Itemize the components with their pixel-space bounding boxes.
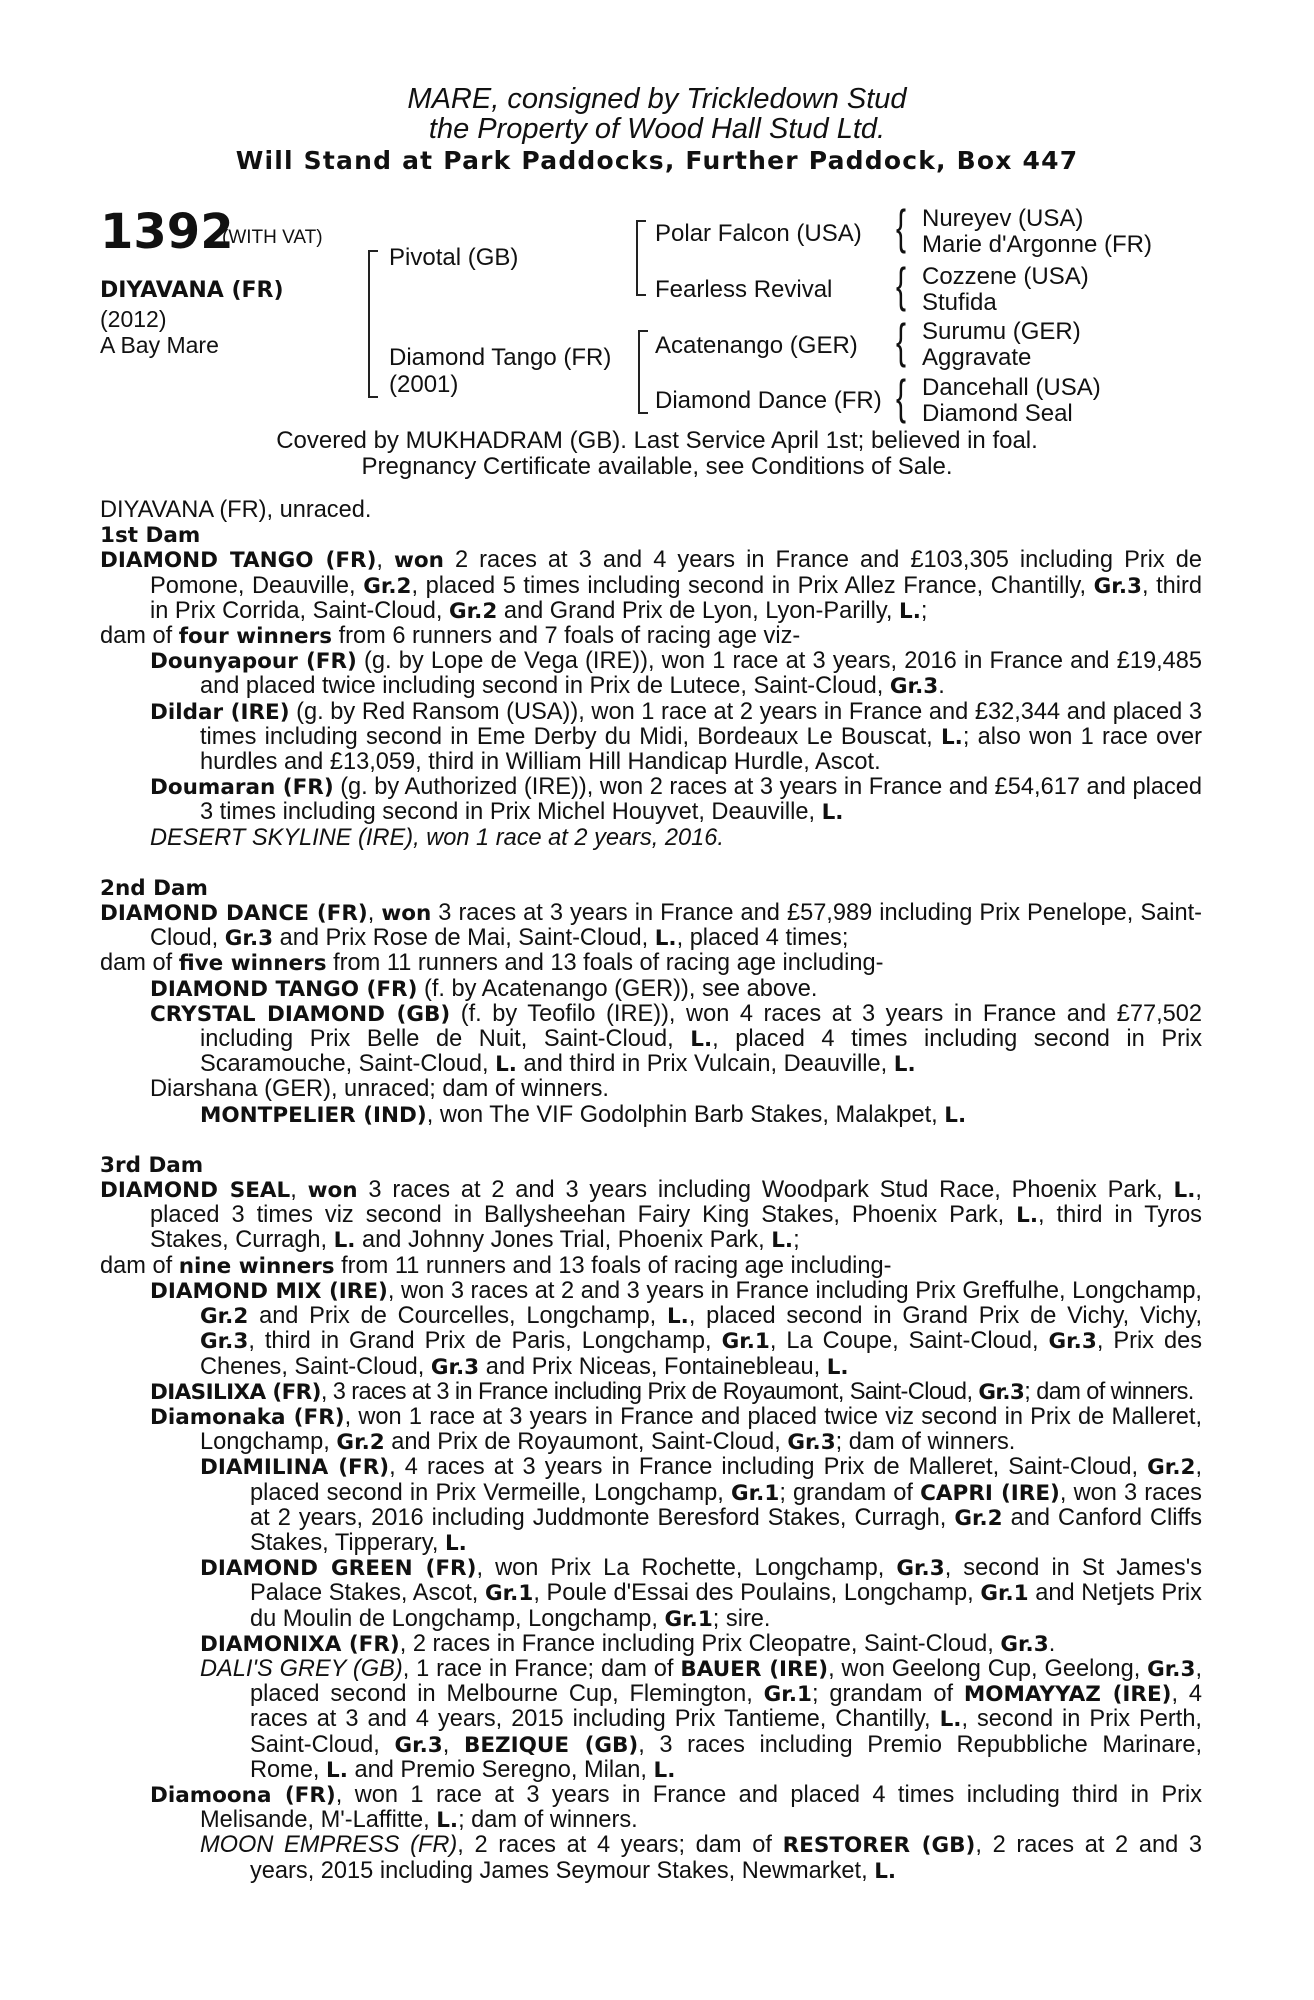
vat-label: (WITH VAT) [222,227,323,248]
pedigree-sd: Fearless Revival [655,276,833,303]
pedigree-bracket-ds: { [896,315,907,369]
pedigree-sdd: Stufida [922,289,997,316]
pedigree-dds: Dancehall (USA) [922,374,1101,401]
third-dam-heading: 3rd Dam [100,1152,204,1178]
produce-entry: MOON EMPRESS (FR), 2 races at 4 years; dam of RESTORER (GB), 2 races at 2 and 3 years, 2015 including James Seymour Stakes, Newmarket, L. [200,1832,1202,1884]
produce-entry: DALI'S GREY (GB), 1 race in France; dam of BAUER (IRE), won Geelong Cup, Geelong, Gr.3, placed second in Melbourne Cup, Flemington, Gr.1; grandam of MOMAYYAZ (IRE), 4 races at 3 and 4 years, 2015 including Prix Tantieme, Chantilly, L., second in Prix Perth, Saint-Cloud, Gr.3, BEZIQUE (GB), 3 races including Premio Repubbliche Marinare, Rome, L. and Premio Seregno, Milan, L. [200,1655,1203,1783]
second-dam-produce-summary: dam of five winners from 11 runners and 13 foals of racing age including- [100,950,884,977]
third-dam-record: DIAMOND SEAL, won 3 races at 2 and 3 years including Woodpark Stud Race, Phoenix Park, L., placed 3 times viz second in Ballysheehan Fairy King Stakes, Phoenix Park, L., third in Tyros Stakes, Curragh, L. and Johnny Jones Trial, Phoenix Park, L.; [100,1177,1202,1254]
lot-number: 1392 [100,204,234,260]
pedigree-bracket-sire [636,220,646,296]
pedigree-ss: Polar Falcon (USA) [655,220,862,247]
pedigree-sire: Pivotal (GB) [389,244,519,271]
pedigree-bracket-dam [638,330,648,414]
first-dam-record: DIAMOND TANGO (FR), won 2 races at 3 and 4 years in France and £103,305 including Prix de Pomone, Deauville, Gr.2, placed 5 times including second in Prix Allez France, Chantilly, Gr.3, third in Prix Corrida, Saint-Cloud, Gr.2 and Grand Prix de Lyon, Lyon-Parilly, L.; [100,547,1202,624]
pedigree-ddd: Diamond Seal [922,400,1073,427]
first-dam-produce-summary: dam of four winners from 6 runners and 7 foals of racing age viz- [100,623,801,650]
first-dam-heading: 1st Dam [100,523,201,549]
pedigree-notes [100,498,1202,1884]
produce-entry: DIAMONIXA (FR), 2 races in France including Prix Cleopatre, Saint-Cloud, Gr.3. [200,1630,1056,1657]
produce-entry: Dildar (IRE) (g. by Red Ransom (USA)), won 1 race at 2 years in France and £32,344 and placed 3 times including second in Eme Derby du Midi, Bordeaux Le Bouscat, L.; also won 1 race over hurdles and £13,059, third in William Hill Handicap Hurdle, Ascot. [150,698,1202,776]
pregnancy-line: Pregnancy Certificate available, see Conditions of Sale. [361,453,953,480]
produce-entry: Diamonaka (FR), won 1 race at 3 years in France and placed twice viz second in Prix de Malleret, Longchamp, Gr.2 and Prix de Royaumont, Saint-Cloud, Gr.3; dam of winners. [150,1403,1202,1456]
pedigree-dss: Surumu (GER) [922,318,1081,345]
produce-entry: DIASILIXA (FR), 3 races at 3 in France including Prix de Royaumont, Saint-Cloud, Gr.3; dam of winners. [150,1378,1194,1405]
second-dam-record: DIAMOND DANCE (FR), won 3 races at 3 years in France and £57,989 including Prix Penelope, Saint-Cloud, Gr.3 and Prix Rose de Mai, Saint-Cloud, L., placed 4 times; [100,900,1202,952]
pedigree-dsd: Aggravate [922,344,1032,371]
horse-year: (2012) [100,306,167,332]
pedigree-bracket-sd: { [896,259,907,313]
produce-entry: DIAMILINA (FR), 4 races at 3 years in France including Prix de Malleret, Saint-Cloud, Gr.2, placed second in Prix Vermeille, Longchamp, Gr.1; grandam of CAPRI (IRE), won 3 races at 2 years, 2016 including Juddmonte Beresford Stakes, Curragh, Gr.2 and Canford Cliffs Stakes, Tipperary, L. [200,1454,1203,1556]
pedigree-sds: Cozzene (USA) [922,263,1089,290]
third-dam-produce-summary: dam of nine winners from 11 runners and 13 foals of racing age including- [100,1252,892,1279]
produce-entry: MONTPELIER (IND), won The VIF Godolphin Barb Stakes, Malakpet, L. [200,1101,967,1128]
produce-entry: Diarshana (GER), unraced; dam of winners. [150,1076,609,1103]
produce-entry: DIAMOND TANGO (FR) (f. by Acatenango (GER)), see above. [150,975,818,1002]
pedigree-sss: Nureyev (USA) [922,205,1084,232]
pedigree-ssd: Marie d'Argonne (FR) [922,231,1152,258]
pedigree-dd: Diamond Dance (FR) [655,387,882,414]
property-line: the Property of Wood Hall Stud Ltd. [428,113,886,145]
produce-entry: Diamoona (FR), won 1 race at 3 years in France and placed 4 times including third in Prix Melisande, M'-Laffitte, L.; dam of winners. [150,1781,1202,1834]
produce-entry: DIAMOND MIX (IRE), won 3 races at 2 and 3 years in France including Prix Greffulhe, Longchamp, Gr.2 and Prix de Courcelles, Longchamp, L., placed second in Grand Prix de Vichy, Vichy, Gr.3, third in Grand Prix de Paris, Longchamp, Gr.1, La Coupe, Saint-Cloud, Gr.3, Prix des Chenes, Saint-Cloud, Gr.3 and Prix Niceas, Fontainebleau, L. [150,1277,1202,1380]
horse-description: A Bay Mare [100,332,219,358]
pedigree-bracket-main [368,250,378,398]
consignment-line: MARE, consigned by Trickledown Stud [407,83,907,115]
horse-intro: DIYAVANA (FR), unraced. [100,497,372,523]
horse-name: DIYAVANA (FR) [100,278,284,303]
covering-line: Covered by MUKHADRAM (GB). Last Service April 1st; believed in foal. [276,427,1038,454]
pedigree-ds: Acatenango (GER) [655,332,858,359]
location-line: Will Stand at Park Paddocks, Further Paddock, Box 447 [235,146,1079,175]
produce-entry: CRYSTAL DIAMOND (GB) (f. by Teofilo (IRE)), won 4 races at 3 years in France and £77,502 including Prix Belle de Nuit, Saint-Cloud, L., placed 4 times including second in Prix Scaramouche, Saint-Cloud, L. and third in Prix Vulcain, Deauville, L. [150,1000,1202,1078]
pedigree-dam: Diamond Tango (FR) [389,344,612,371]
produce-entry: DIAMOND GREEN (FR), won Prix La Rochette, Longchamp, Gr.3, second in St James's Palace Stakes, Ascot, Gr.1, Poule d'Essai des Poulains, Longchamp, Gr.1 and Netjets Prix du Moulin de Longchamp, Longchamp, Gr.1; sire. [200,1555,1203,1632]
produce-entry: DESERT SKYLINE (IRE), won 1 race at 2 years, 2016. [150,824,724,851]
pedigree-bracket-ss: { [896,201,907,255]
produce-entry: Doumaran (FR) (g. by Authorized (IRE)), won 2 races at 3 years in France and £54,617 and placed 3 times including second in Prix Michel Houyvet, Deauville, L. [150,774,1202,826]
pedigree-bracket-dd: { [896,371,907,425]
pedigree-dam-year: (2001) [389,371,459,398]
produce-entry: Dounyapour (FR) (g. by Lope de Vega (IRE)), won 1 race at 3 years, 2016 in France and £19,485 and placed twice including second in Prix de Lutece, Saint-Cloud, Gr.3. [150,648,1203,700]
second-dam-heading: 2nd Dam [100,875,208,901]
